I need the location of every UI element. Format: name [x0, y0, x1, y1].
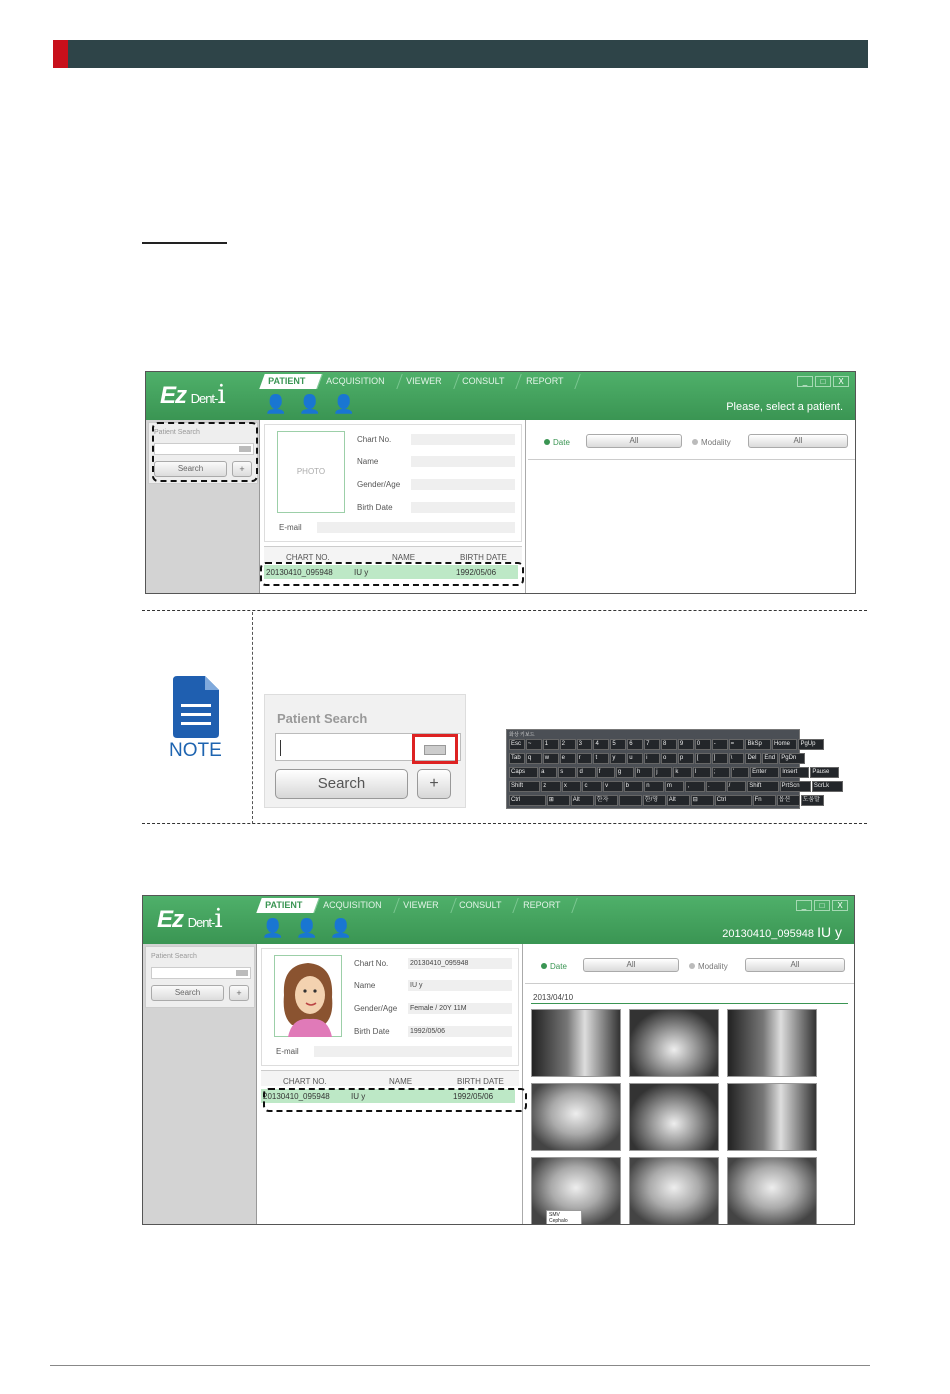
- keyboard-key[interactable]: 4: [593, 739, 609, 750]
- keyboard-key[interactable]: [: [695, 753, 711, 764]
- minimize-button[interactable]: _: [797, 376, 813, 387]
- keyboard-key[interactable]: Enter: [750, 767, 779, 778]
- main-tabs: [262, 374, 578, 389]
- ezdent-screen-2: [142, 895, 855, 1225]
- keyboard-key[interactable]: PgUp: [798, 739, 824, 750]
- col-birth-date[interactable]: BIRTH DATE: [457, 1077, 504, 1086]
- keyboard-key[interactable]: c: [582, 781, 602, 792]
- ezdent-logo: Ez Dent-i: [157, 904, 222, 934]
- keyboard-key[interactable]: Esc: [509, 739, 525, 750]
- keyboard-key[interactable]: .: [706, 781, 726, 792]
- keyboard-key[interactable]: BkSp: [745, 739, 771, 750]
- header-accent: [53, 40, 68, 68]
- gender-age-field: Female / 20Y 11M: [408, 1003, 512, 1014]
- minimize-button[interactable]: _: [796, 900, 812, 911]
- underline-mark: [142, 242, 227, 244]
- keyboard-key[interactable]: Insert: [780, 767, 809, 778]
- window-controls: [796, 900, 848, 911]
- row-chart-no: 20130410_095948: [266, 568, 333, 577]
- keyboard-key[interactable]: w: [543, 753, 559, 764]
- col-name[interactable]: NAME: [389, 1077, 413, 1086]
- text-cursor: [280, 740, 281, 756]
- keyboard-key[interactable]: PgDn: [779, 753, 805, 764]
- keyboard-key[interactable]: u: [627, 753, 643, 764]
- chart-no-label: Chart No.: [357, 435, 392, 444]
- highlight-search-box: [152, 422, 258, 482]
- keyboard-key[interactable]: Ctrl: [509, 795, 546, 806]
- keyboard-row: [509, 739, 824, 750]
- image-pane: [525, 944, 854, 1224]
- xray-thumbnail[interactable]: [727, 1157, 817, 1225]
- keyboard-key[interactable]: t: [593, 753, 609, 764]
- on-screen-keyboard: [506, 729, 830, 809]
- keyboard-key[interactable]: PrtScn: [780, 781, 811, 792]
- date-radio[interactable]: Date: [544, 438, 570, 447]
- left-pane: [143, 944, 257, 1224]
- keyboard-key[interactable]: Del: [745, 753, 761, 764]
- keyboard-key[interactable]: Alt: [667, 795, 690, 806]
- keyboard-key[interactable]: ⊞: [547, 795, 570, 806]
- keyboard-key[interactable]: v: [603, 781, 623, 792]
- add-button[interactable]: +: [417, 769, 451, 799]
- filter-bar: [525, 948, 854, 984]
- search-button[interactable]: Search: [275, 769, 408, 799]
- row-name: IU y: [351, 1092, 366, 1101]
- keyboard-key[interactable]: 도움말: [801, 795, 824, 806]
- keyboard-key[interactable]: e: [560, 753, 576, 764]
- tab-acquisition[interactable]: ACQUISITION: [314, 898, 399, 913]
- status-message: Please, select a patient.: [726, 401, 843, 413]
- keyboard-key[interactable]: Pause: [810, 767, 839, 778]
- email-label: E-mail: [276, 1047, 299, 1056]
- keyboard-key[interactable]: Home: [772, 739, 798, 750]
- keyboard-key[interactable]: 3: [577, 739, 593, 750]
- keyboard-icon[interactable]: [424, 745, 446, 755]
- date-group-divider: [531, 1003, 848, 1004]
- xray-thumbnail[interactable]: [531, 1083, 621, 1151]
- note-document-icon: [173, 676, 219, 738]
- chart-no-label: Chart No.: [354, 959, 389, 968]
- tab-viewer[interactable]: VIEWER: [394, 898, 456, 913]
- note-label: NOTE: [169, 740, 222, 761]
- tab-patient[interactable]: PATIENT: [256, 898, 320, 913]
- keyboard-key[interactable]: l: [693, 767, 711, 778]
- keyboard-key[interactable]: 5: [610, 739, 626, 750]
- birth-date-field: 1992/05/06: [408, 1026, 512, 1037]
- gender-age-label: Gender/Age: [357, 480, 401, 489]
- close-button[interactable]: X: [833, 376, 849, 387]
- birth-date-label: Birth Date: [354, 1027, 390, 1036]
- keyboard-title: 화상 키보드: [509, 732, 535, 738]
- patient-list-header: [264, 546, 522, 562]
- xray-thumbnail[interactable]: [629, 1083, 719, 1151]
- xray-thumbnail[interactable]: [629, 1157, 719, 1225]
- patient-search-zoom: [264, 694, 466, 808]
- highlight-patient-row: [260, 562, 524, 586]
- app-topbar: [146, 372, 855, 420]
- row-birth-date: 1992/05/06: [456, 568, 497, 577]
- xray-thumbnail[interactable]: [629, 1009, 719, 1077]
- col-chart-no[interactable]: CHART NO.: [286, 553, 330, 562]
- patient-search-input[interactable]: [275, 733, 461, 761]
- patient-info-card: [264, 424, 522, 542]
- chart-no-field: [411, 434, 515, 445]
- keyboard-key[interactable]: x: [562, 781, 582, 792]
- keyboard-row: [509, 795, 824, 806]
- keyboard-key[interactable]: n: [644, 781, 664, 792]
- name-field: IU y: [408, 980, 512, 991]
- keyboard-key[interactable]: ~: [526, 739, 542, 750]
- email-field: [314, 1046, 512, 1057]
- tab-consult[interactable]: CONSULT: [453, 374, 522, 389]
- patient-search-label: Patient Search: [151, 953, 197, 960]
- keyboard-key[interactable]: [619, 795, 642, 806]
- keyboard-key[interactable]: End: [762, 753, 778, 764]
- search-patient-icon[interactable]: 👤: [298, 394, 322, 414]
- section-header-bar: [53, 40, 868, 68]
- date-radio[interactable]: Date: [541, 962, 567, 971]
- xray-thumbnail[interactable]: [727, 1083, 817, 1151]
- keyboard-row: [509, 781, 843, 792]
- image-pane: [528, 420, 855, 593]
- add-button[interactable]: +: [229, 985, 249, 1001]
- search-button[interactable]: Search: [154, 461, 227, 477]
- keyboard-key[interactable]: ScrLk: [812, 781, 843, 792]
- maximize-button[interactable]: □: [815, 376, 831, 387]
- col-chart-no[interactable]: CHART NO.: [283, 1077, 327, 1086]
- footer-rule: [50, 1365, 870, 1366]
- keyboard-key[interactable]: z: [541, 781, 561, 792]
- maximize-button[interactable]: □: [814, 900, 830, 911]
- keyboard-key[interactable]: 1: [543, 739, 559, 750]
- patient-list-icon[interactable]: 👤: [329, 918, 353, 938]
- xray-thumbnail[interactable]: [727, 1009, 817, 1077]
- tab-report[interactable]: REPORT: [517, 374, 581, 389]
- add-patient-icon[interactable]: 👤: [264, 394, 288, 414]
- note-top-border: [142, 610, 867, 611]
- keyboard-key[interactable]: 8: [661, 739, 677, 750]
- keyboard-key[interactable]: ,: [685, 781, 705, 792]
- gender-age-label: Gender/Age: [354, 1004, 398, 1013]
- keyboard-key[interactable]: k: [673, 767, 691, 778]
- birth-date-label: Birth Date: [357, 503, 393, 512]
- date-all-button[interactable]: All: [583, 958, 679, 972]
- patient-photo-placeholder: PHOTO: [277, 431, 345, 513]
- add-button[interactable]: +: [232, 461, 252, 477]
- patient-info-card: [261, 948, 519, 1066]
- keyboard-key[interactable]: g: [616, 767, 634, 778]
- search-button[interactable]: Search: [151, 985, 224, 1001]
- patient-search-panel: [145, 946, 255, 1008]
- keyboard-key[interactable]: ]: [712, 753, 728, 764]
- patient-search-label: Patient Search: [154, 429, 200, 436]
- email-label: E-mail: [279, 523, 302, 532]
- keyboard-key[interactable]: 옵션: [777, 795, 800, 806]
- keyboard-key[interactable]: s: [558, 767, 576, 778]
- keyboard-key[interactable]: f: [597, 767, 615, 778]
- keyboard-key[interactable]: /: [727, 781, 747, 792]
- col-name[interactable]: NAME: [392, 553, 416, 562]
- row-name: IU y: [354, 568, 369, 577]
- tab-report[interactable]: REPORT: [514, 898, 578, 913]
- keyboard-key[interactable]: Caps: [509, 767, 538, 778]
- name-label: Name: [357, 457, 379, 466]
- highlight-patient-row: [263, 1088, 527, 1112]
- keyboard-key[interactable]: =: [729, 739, 745, 750]
- modality-radio[interactable]: Modality: [689, 962, 728, 971]
- keyboard-key[interactable]: 7: [644, 739, 660, 750]
- keyboard-key[interactable]: ': [731, 767, 749, 778]
- keyboard-key[interactable]: i: [644, 753, 660, 764]
- filter-bar: [528, 424, 855, 460]
- app-topbar: [143, 896, 854, 944]
- keyboard-key[interactable]: q: [526, 753, 542, 764]
- patient-toolbar: [261, 916, 353, 940]
- main-tabs: [259, 898, 575, 913]
- keyboard-key[interactable]: \: [729, 753, 745, 764]
- keyboard-key[interactable]: ;: [712, 767, 730, 778]
- patient-search-input[interactable]: [151, 967, 251, 979]
- patient-search-label: Patient Search: [277, 711, 368, 726]
- keyboard-key[interactable]: a: [539, 767, 557, 778]
- keyboard-key[interactable]: o: [661, 753, 677, 764]
- keyboard-key[interactable]: m: [665, 781, 685, 792]
- keyboard-button-highlight[interactable]: [412, 734, 458, 764]
- name-field: [411, 456, 515, 467]
- keyboard-key[interactable]: r: [577, 753, 593, 764]
- patient-avatar: [274, 955, 342, 1037]
- tab-acquisition[interactable]: ACQUISITION: [317, 374, 402, 389]
- keyboard-key[interactable]: 2: [560, 739, 576, 750]
- patient-toolbar: [264, 392, 356, 416]
- add-patient-icon[interactable]: 👤: [261, 918, 285, 938]
- gender-age-field: [411, 479, 515, 490]
- modality-all-button[interactable]: All: [748, 434, 848, 448]
- window-controls: [797, 376, 849, 387]
- keyboard-key[interactable]: Shift: [509, 781, 540, 792]
- keyboard-key[interactable]: 0: [695, 739, 711, 750]
- keyboard-key[interactable]: -: [712, 739, 728, 750]
- keyboard-key[interactable]: Fn: [753, 795, 776, 806]
- col-birth-date[interactable]: BIRTH DATE: [460, 553, 507, 562]
- patient-list-icon[interactable]: 👤: [332, 394, 356, 414]
- patient-list-header: [261, 1070, 519, 1086]
- keyboard-key[interactable]: Shift: [747, 781, 778, 792]
- row-birth-date: 1992/05/06: [453, 1092, 494, 1101]
- row-chart-no: 20130410_095948: [263, 1092, 330, 1101]
- keyboard-key[interactable]: b: [624, 781, 644, 792]
- keyboard-key[interactable]: 한자: [595, 795, 618, 806]
- keyboard-icon[interactable]: [236, 970, 248, 976]
- tab-consult[interactable]: CONSULT: [450, 898, 519, 913]
- keyboard-key[interactable]: d: [577, 767, 595, 778]
- keyboard-key[interactable]: h: [635, 767, 653, 778]
- keyboard-key[interactable]: Ctrl: [715, 795, 752, 806]
- keyboard-key[interactable]: 한/영: [643, 795, 666, 806]
- keyboard-key[interactable]: Tab: [509, 753, 525, 764]
- name-label: Name: [354, 981, 376, 990]
- keyboard-key[interactable]: y: [610, 753, 626, 764]
- xray-thumbnail[interactable]: [531, 1157, 621, 1225]
- keyboard-key[interactable]: ⊟: [691, 795, 714, 806]
- tab-patient[interactable]: PATIENT: [259, 374, 323, 389]
- close-button[interactable]: X: [832, 900, 848, 911]
- note-bottom-border: [142, 823, 867, 824]
- keyboard-key[interactable]: 6: [627, 739, 643, 750]
- date-all-button[interactable]: All: [586, 434, 682, 448]
- thumbnail-tooltip: SMV Cephalo: [546, 1210, 582, 1225]
- patient-info-pane: [259, 944, 523, 1224]
- birth-date-field: [411, 502, 515, 513]
- date-group-label: 2013/04/10: [533, 993, 574, 1002]
- keyboard-key[interactable]: j: [654, 767, 672, 778]
- modality-all-button[interactable]: All: [745, 958, 845, 972]
- status-patient: 20130410_095948 IU y: [722, 924, 842, 940]
- xray-thumbnail[interactable]: [531, 1009, 621, 1077]
- keyboard-row: [509, 767, 839, 778]
- chart-no-field: 20130410_095948: [408, 958, 512, 969]
- ezdent-logo: Ez Dent-i: [160, 380, 225, 410]
- modality-radio[interactable]: Modality: [692, 438, 731, 447]
- tab-viewer[interactable]: VIEWER: [397, 374, 459, 389]
- keyboard-row: [509, 753, 805, 764]
- ezdent-screen-1: [145, 371, 856, 594]
- keyboard-key[interactable]: Alt: [571, 795, 594, 806]
- search-patient-icon[interactable]: 👤: [295, 918, 319, 938]
- keyboard-key[interactable]: 9: [678, 739, 694, 750]
- email-field: [317, 522, 515, 533]
- keyboard-key[interactable]: p: [678, 753, 694, 764]
- note-divider: [252, 612, 253, 824]
